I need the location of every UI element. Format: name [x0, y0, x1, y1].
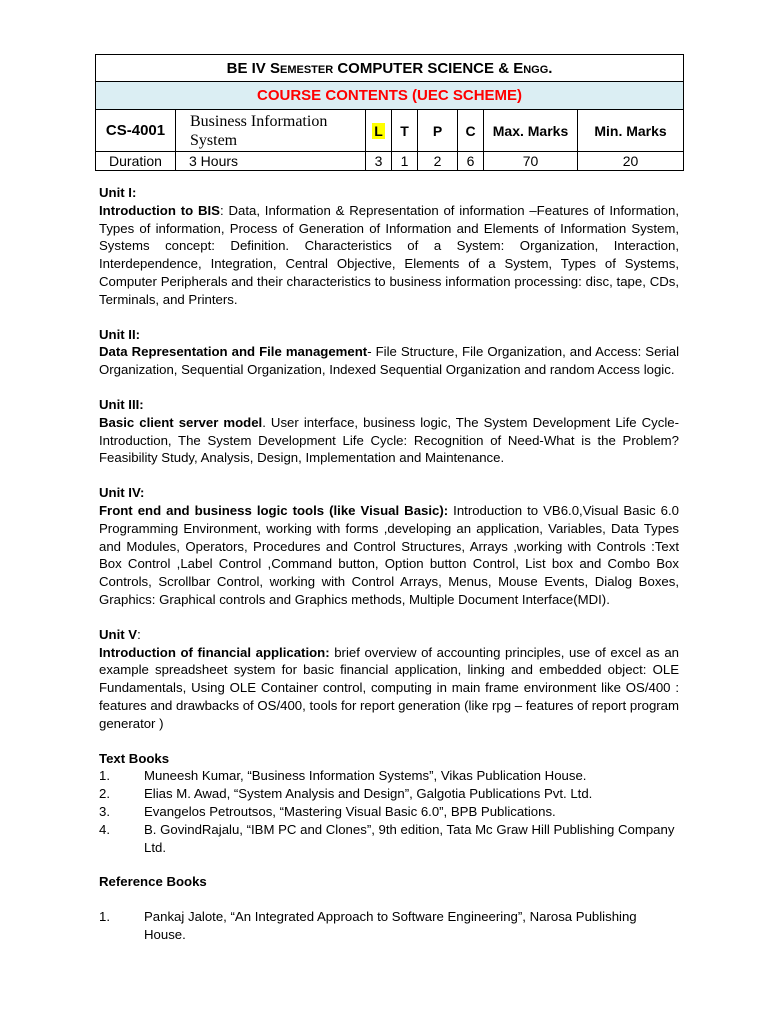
unit-1 — [99, 184, 679, 309]
unit-title: Unit IV: — [99, 485, 145, 501]
unit-4 — [99, 484, 679, 609]
unit-body — [99, 644, 679, 733]
unit-lead: Basic client server model — [99, 414, 263, 430]
C-value: 6 — [458, 152, 484, 171]
unit-text: brief overview of accounting principles, use of excel as an example spreadsheet system for basic financial application, linking and embedded object: OLE Fundamentals, Using OLE Container control, computing in main frame environment like OS/400 : features and drawbacks of OS/400, tools for report generation (like rpg – features of report program generator ) — [99, 644, 679, 731]
unit-text: : Data, Information & Representation of information –Features of Information, Types of information, Process of Generation of Information and Elements of Information System, Systems concept: Definition. Characteristics of a System: Organization, Interaction, Interdependence, Integration, Central Objective, Elements of a System, Types of Systems, Computer Peripherals and their characteristics to business information processing: disc, tape, CDs, Terminals, and Printers. — [99, 202, 679, 307]
semester-title: BE IV Semester COMPUTER SCIENCE & Engg. — [96, 55, 684, 82]
course-code: CS-4001 — [96, 110, 176, 152]
unit-body — [99, 502, 679, 609]
col-L-header: L — [366, 110, 392, 152]
unit-3 — [99, 396, 679, 467]
text-books-title: Text Books — [99, 750, 170, 766]
unit-title: Unit II: — [99, 326, 141, 342]
scheme-row — [96, 82, 684, 110]
text-books-section — [99, 750, 679, 857]
col-T-header: T — [392, 110, 418, 152]
col-C-header: C — [458, 110, 484, 152]
list-item: 1. Muneesh Kumar, “Business Information Systems”, Vikas Publication House. — [99, 768, 587, 784]
T-value: 1 — [392, 152, 418, 171]
col-P-header: P — [418, 110, 458, 152]
unit-body — [99, 414, 679, 467]
reference-books-list — [99, 908, 679, 944]
duration-label: Duration — [96, 152, 176, 171]
P-value: 2 — [418, 152, 458, 171]
L-value: 3 — [366, 152, 392, 171]
unit-text: . User interface, business logic, The System Development Life Cycle-Introduction, The System Development Life Cycle: Recognition of Need-What is the Problem? Feasibility Study, Analysis, Design, Implementation and Maintenance. — [99, 414, 680, 466]
course-info-row — [96, 110, 684, 152]
unit-lead: Introduction to BIS — [99, 202, 220, 218]
text-books-list — [99, 767, 679, 856]
unit-2 — [99, 326, 679, 379]
unit-text: - File Structure, File Organization, and Access: Serial Organization, Sequential Organization, Indexed Sequential Organization and random Access logic. — [99, 344, 679, 378]
list-item: 2. Elias M. Awad, “System Analysis and Design”, Galgotia Publications Pvt. Ltd. — [99, 786, 593, 802]
min-marks-header: Min. Marks — [578, 110, 684, 152]
max-marks-value: 70 — [484, 152, 578, 171]
min-marks-value: 20 — [578, 152, 684, 171]
course-title: Business Information System — [176, 110, 366, 152]
reference-books-section — [99, 873, 679, 943]
course-contents-title: COURSE CONTENTS (UEC SCHEME) — [96, 82, 684, 110]
unit-lead: Introduction of financial application: — [99, 644, 330, 660]
list-item: 4. B. GovindRajalu, “IBM PC and Clones”, 9th edition, Tata Mc Graw Hill Publishing Company Ltd. — [99, 821, 675, 855]
unit-lead: Data Representation and File management — [99, 344, 368, 360]
unit-body — [99, 343, 679, 379]
syllabus-content — [99, 184, 679, 944]
course-header-table — [95, 54, 684, 171]
max-marks-header: Max. Marks — [484, 110, 578, 152]
list-item: 3. Evangelos Petroutsos, “Mastering Visual Basic 6.0”, BPB Publications. — [99, 803, 556, 819]
duration-value: 3 Hours — [176, 152, 366, 171]
unit-text: Introduction to VB6.0,Visual Basic 6.0 Programming Environment, working with forms ,developing an application, Variables, Data Types and Modules, Operators, Procedures and Control Structures, Arrays ,working with Controls :Text Box Control ,Label Control ,Command button, Option button Control, List box and Combo Box Controls, Scrollbar Control, working with Control Arrays, Menus, Mouse Events, Dialog Boxes, Graphics: Graphical controls and Graphics methods, Multiple Document Interface(MDI). — [99, 502, 679, 607]
list-item: 1. Pankaj Jalote, “An Integrated Approach to Software Engineering”, Narosa Publishing House. — [99, 909, 637, 942]
duration-row — [96, 152, 684, 171]
reference-books-title: Reference Books — [99, 874, 207, 890]
header-title-row — [96, 55, 684, 82]
unit-title: Unit V: — [99, 626, 141, 642]
unit-body — [99, 202, 679, 309]
unit-title: Unit I: — [99, 185, 137, 200]
unit-lead: Front end and business logic tools (like Visual Basic): — [99, 502, 449, 518]
unit-title: Unit III: — [99, 396, 144, 412]
unit-5 — [99, 626, 679, 733]
